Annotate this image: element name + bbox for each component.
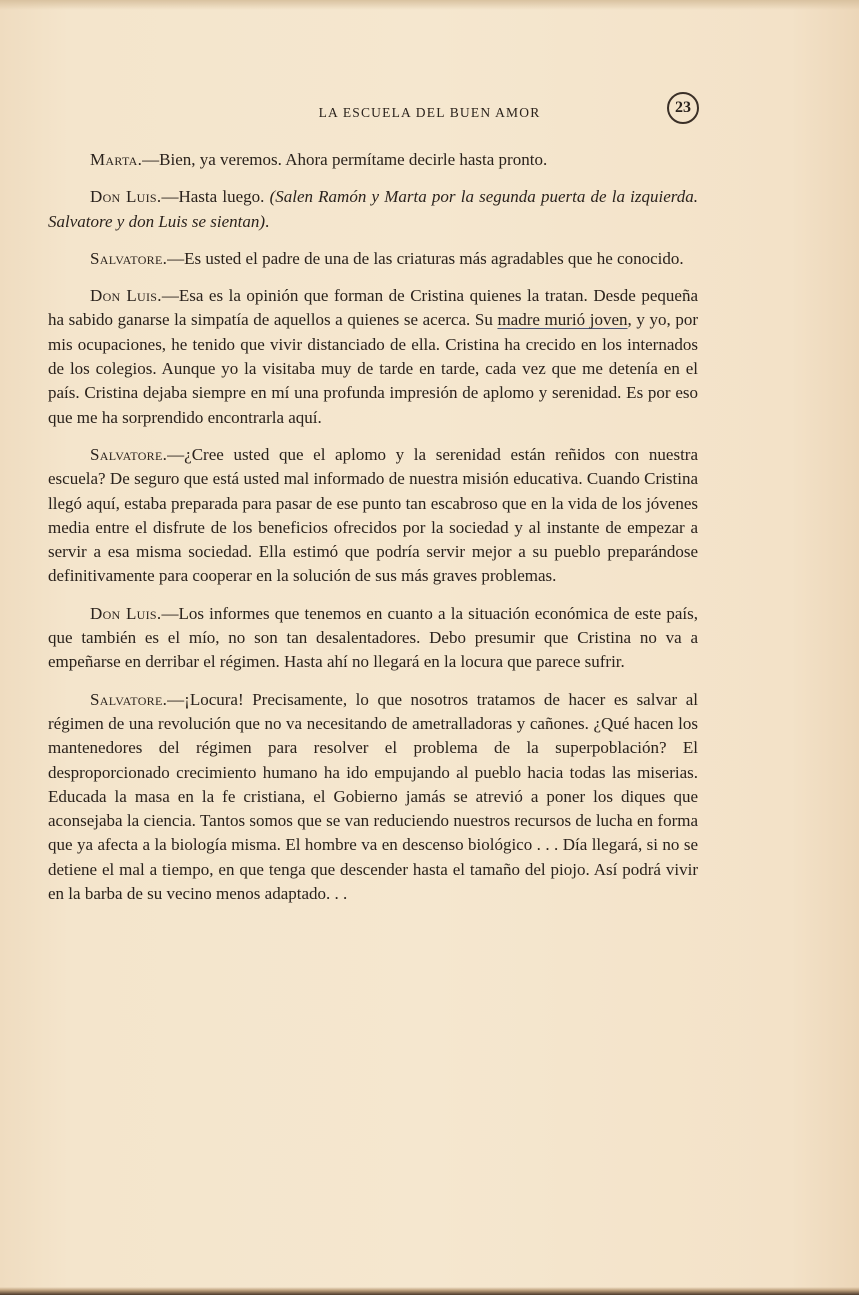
dialogue-paragraph bbox=[48, 284, 698, 430]
speaker-name: Don Luis. bbox=[90, 187, 162, 207]
speech-text: —Esa es la opinión que forman de Cristina quienes la tratan. Desde pequeña ha sabido ganarse la simpatía de aquellos a quienes se acerca. Su bbox=[48, 286, 699, 330]
dialogue-paragraph bbox=[48, 443, 698, 589]
speaker-name: Salvatore. bbox=[90, 689, 168, 709]
dialogue-body bbox=[48, 148, 698, 919]
speaker-name: Don Luis. bbox=[90, 603, 162, 623]
speech-text: —Bien, ya veremos. Ahora permítame decirle hasta pronto. bbox=[142, 150, 548, 169]
dialogue-paragraph bbox=[48, 148, 698, 172]
pen-underlined-text: madre murió joven bbox=[497, 310, 628, 330]
page-header bbox=[0, 99, 859, 122]
dialogue-paragraph bbox=[48, 602, 698, 675]
dialogue-paragraph bbox=[48, 247, 698, 271]
speech-text: —¿Cree usted que el aplomo y la serenidad están reñidos con nuestra escuela? De seguro que está usted mal informado de nuestra misión educativa. Cuando Cristina llegó aquí, estaba preparada para pasar de ese punto tan escabroso que en la vida de los jóvenes media entre el disfrute de los beneficios ofrecidos por la sociedad y al instante de empezar a servir a esa misma sociedad. Ella estimó que podría servir mejor a su pueblo preparándose definitivamente para cooperar en la solución de sus más graves problemas. bbox=[48, 444, 698, 586]
speech-text: —Hasta luego. bbox=[161, 187, 270, 207]
speech-text: —¡Locura! Precisamente, lo que nosotros tratamos de hacer es salvar al régimen de una revolución que no va necesitando de ametralladoras y cañones. ¿Qué hacen los mantenedores del régimen para resolver el problema de la superpoblación? El desproporcionado crecimiento humano ha ido empujando al pueblo hacia todas las miserias. Educada la masa en la fe cristiana, el Gobierno jamás se atrevió a poner los diques que aconsejaba la ciencia. Tantos somos que se van reduciendo nuestros recursos de lucha en forma que ya afecta a la biología misma. El hombre va en descenso biológico . . . Día llegará, si no se detiene el mal a tiempo, en que tenga que descender hasta el tamaño del piojo. Así podrá vivir en la barba de su vecino menos adaptado. . . bbox=[48, 689, 698, 904]
speaker-name: Don Luis. bbox=[90, 286, 162, 306]
speech-text-end: . bbox=[265, 211, 270, 231]
speaker-name: Salvatore. bbox=[90, 248, 168, 268]
speaker-name: Salvatore. bbox=[90, 444, 168, 464]
speech-text-continued: , y yo, por mis ocupaciones, he tenido que vivir distanciado de ella. Cristina ha crecido en los internados de los colegios. Aunque yo la visitaba muy de tarde en tarde, cada vez que me detenía en el país. Cristina dejaba siempre en mí una profunda impresión de aplomo y serenidad. Es por eso que me ha sorprendido encontrarla aquí. bbox=[48, 310, 698, 427]
speech-text: —Los informes que tenemos en cuanto a la situación económica de este país, que también es el mío, no son tan desalentadores. Debo presumir que Cristina no va a empeñarse en derribar el régimen. Hasta ahí no llegará en la locura que parece sufrir. bbox=[48, 603, 699, 672]
stage-direction: (Salen Ramón y Marta por la segunda puerta de la izquierda. Salvatore y don Luis se sientan) bbox=[48, 187, 698, 231]
speaker-name: Marta. bbox=[90, 150, 143, 169]
running-title: LA ESCUELA DEL BUEN AMOR bbox=[318, 105, 541, 120]
dialogue-paragraph bbox=[48, 688, 698, 907]
circled-page-number: 23 bbox=[667, 92, 699, 124]
dialogue-paragraph bbox=[48, 185, 698, 234]
speech-text: —Es usted el padre de una de las criaturas más agradables que he conocido. bbox=[167, 248, 684, 268]
